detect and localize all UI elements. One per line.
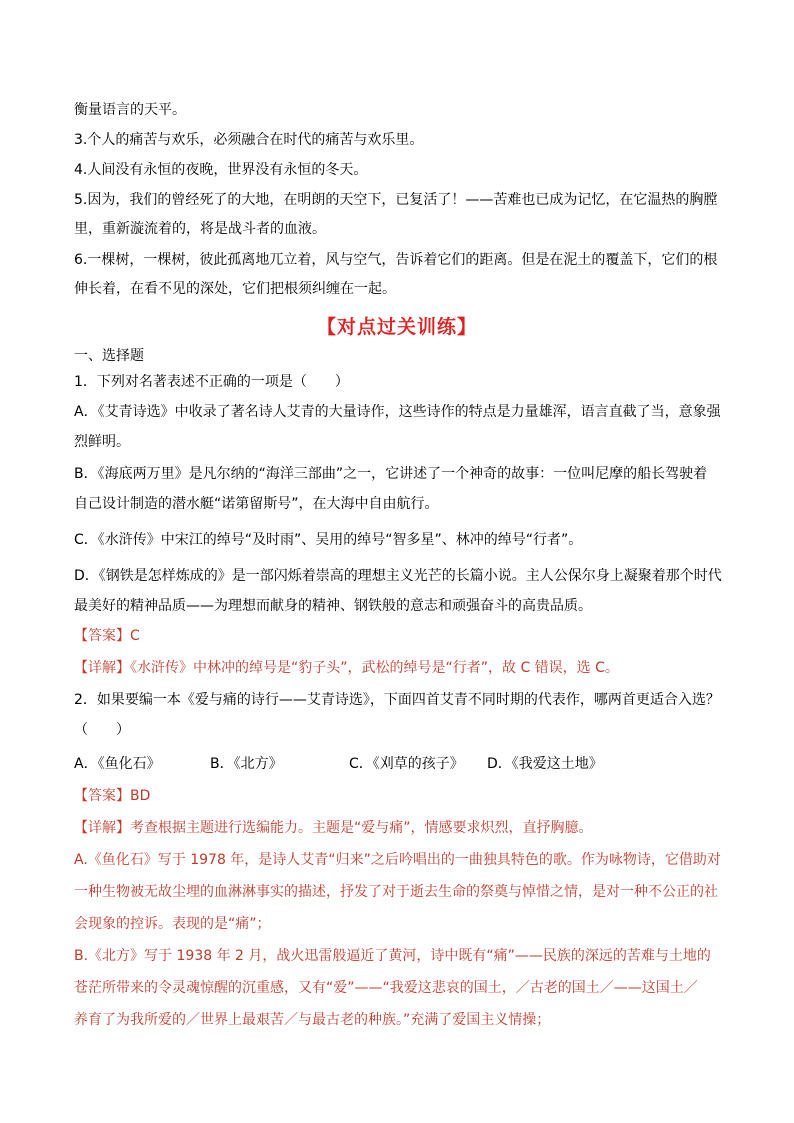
question-1-line: A．《艾青诗选》中收录了著名诗人艾青的大量诗作，这些诗作的特点是力量雄浑，语言直截了当，意象强 xyxy=(74,404,721,420)
option-c: C．《刈草的孩子》 xyxy=(349,756,464,772)
detail-paragraph-line: B.《北方》写于 1938 年 2 月，战火迅雷般逼近了黄河，诗中既有“痛”——民族的深远的苦难与土地的 xyxy=(74,948,711,964)
intro-line: 5.因为，我们的曾经死了的大地，在明朗的天空下，已复活了！——苦难也已成为记忆，在它温热的胸膛 xyxy=(74,192,718,208)
detail-paragraph-line: 一种生物被无故尘埋的血淋淋事实的描述，抒发了对于逝去生命的祭奠与悼惜之情，是对一种不公正的社 xyxy=(74,884,718,900)
question-2-stem: 2．如果要编一本《爱与痛的诗行——艾青诗选》，下面四首艾青不同时期的代表作，哪两首更适合入选？ xyxy=(74,692,720,708)
part-title: 一、选择题 xyxy=(74,348,144,364)
answer-value: C xyxy=(130,628,140,644)
question-2-stem-cont: （ ） xyxy=(74,722,130,738)
intro-line: 衡量语言的天平。 xyxy=(74,102,186,118)
detail-paragraph-line: 养育了为我所爱的／世界上最艰苦／与最古老的种族。”充满了爱国主义情操； xyxy=(74,1012,551,1028)
detail-paragraph-line: 会现象的控诉。表现的是“痛”； xyxy=(74,916,271,932)
intro-line: 伸长着，在看不见的深处，它们把根须纠缠在一起。 xyxy=(74,281,396,297)
question-1-detail xyxy=(74,658,734,678)
answer-value: BD xyxy=(130,788,151,804)
option-d: D．《我爱这土地》 xyxy=(487,756,603,772)
intro-line: 里，重新漩流着的，将是战斗者的血液。 xyxy=(74,221,326,237)
detail-paragraph-line: 苍茫所带来的令灵魂惊醒的沉重感，又有“爱”——“我爱这悲哀的国土，／古老的国土／——这国土／ xyxy=(74,980,698,996)
answer-tag: 【答案】 xyxy=(74,628,130,644)
question-2-detail xyxy=(74,818,734,838)
question-2-answer xyxy=(74,786,734,806)
detail-text: 《水浒传》中林冲的绰号是“豹子头”，武松的绰号是“行者”，故 C 错误，选 C。 xyxy=(130,660,619,676)
answer-tag: 【答案】 xyxy=(74,788,130,804)
question-1-line: D．《钢铁是怎样炼成的》是一部闪烁着崇高的理想主义光芒的长篇小说。主人公保尔身上凝聚着那个时代 xyxy=(74,568,722,584)
option-b: B．《北方》 xyxy=(210,756,283,772)
detail-tag: 【详解】 xyxy=(74,820,130,836)
question-1-answer xyxy=(74,626,734,646)
question-1-line: B．《海底两万里》是凡尔纳的“海洋三部曲”之一，它讲述了一个神奇的故事：一位叫尼摩的船长驾驶着 xyxy=(74,466,708,482)
question-1-line: 烈鲜明。 xyxy=(74,434,130,450)
intro-line: 3.个人的痛苦与欢乐，必须融合在时代的痛苦与欢乐里。 xyxy=(74,132,424,148)
question-1-line: C．《水浒传》中宋江的绰号“及时雨”、吴用的绰号“智多星”、林冲的绰号“行者”。 xyxy=(74,532,583,548)
intro-line: 4.人间没有永恒的夜晚，世界没有永恒的冬天。 xyxy=(74,162,368,178)
question-1-line: 自己设计制造的潜水艇“诺第留斯号”，在大海中自由航行。 xyxy=(74,496,439,512)
intro-line: 6.一棵树，一棵树，彼此孤离地兀立着，风与空气，告诉着它们的距离。但是在泥土的覆盖下，它们的根 xyxy=(74,252,718,268)
question-1-stem: 1．下列对名著表述不正确的一项是（ ） xyxy=(74,374,349,390)
detail-paragraph-line: A.《鱼化石》写于 1978 年，是诗人艾青“归来”之后吟唱出的一曲独具特色的歌。作为咏物诗，它借助对 xyxy=(74,852,721,868)
detail-tag: 【详解】 xyxy=(74,660,130,676)
option-a: A．《鱼化石》 xyxy=(74,756,161,772)
question-1-line: 最美好的精神品质——为理想而献身的精神、钢铁般的意志和顽强奋斗的高贵品质。 xyxy=(74,598,592,614)
detail-text: 考查根据主题进行选编能力。主题是“爱与痛”，情感要求炽烈，直抒胸臆。 xyxy=(130,820,593,836)
section-heading: 【对点过关训练】 xyxy=(316,316,477,338)
